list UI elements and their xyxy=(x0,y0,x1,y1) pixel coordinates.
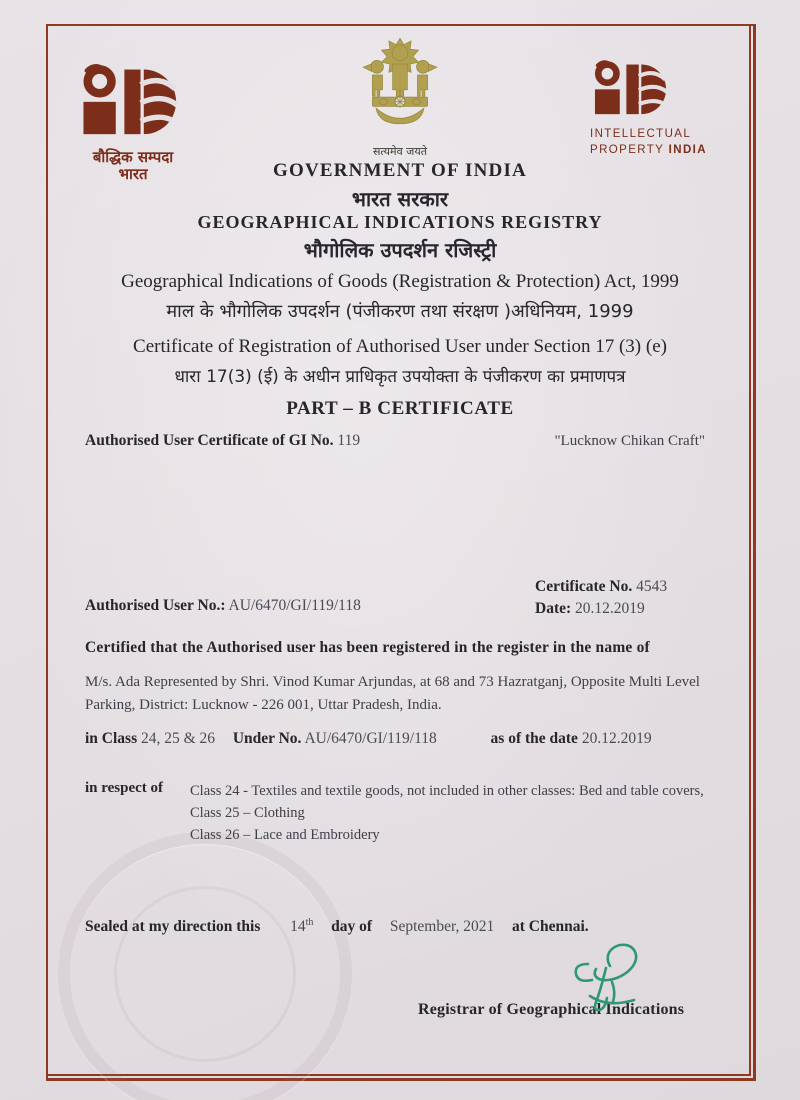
ip-india-caption-en-line2: PROPERTY INDIA xyxy=(590,143,707,156)
day-of-label: day of xyxy=(331,918,373,936)
date-label: Date: xyxy=(535,600,572,618)
registrar-title: Registrar of Geographical Indications xyxy=(418,1001,685,1018)
title-gi-registry: GEOGRAPHICAL INDICATIONS REGISTRY xyxy=(197,212,603,232)
class-numbers: 24, 25 & 26 xyxy=(141,730,216,747)
gi-number-label: Authorised User Certificate of GI No. xyxy=(85,432,334,449)
class-description-item: Class 26 – Lace and Embroidery xyxy=(190,826,380,843)
ip-india-caption-en-line1: INTELLECTUAL xyxy=(590,128,692,140)
national-emblem xyxy=(350,36,450,159)
in-class-label: in Class xyxy=(85,730,138,747)
certificate-number-block xyxy=(535,576,667,621)
under-no-label: Under No. xyxy=(232,730,302,747)
part-b-certificate-title: PART – B CERTIFICATE xyxy=(286,398,514,419)
class-registration-line xyxy=(85,730,652,748)
certificate-number-line xyxy=(535,576,667,598)
ip-india-caption-india: INDIA xyxy=(668,143,707,156)
authorised-user-number-line xyxy=(85,597,361,615)
under-no-value: AU/6470/GI/119/118 xyxy=(304,730,437,747)
ip-india-caption-hindi-line1: बौद्धिक सम्पदा xyxy=(92,148,174,166)
sealed-line xyxy=(85,917,589,936)
in-respect-of-label: in respect of xyxy=(85,780,164,796)
ip-india-logo-icon xyxy=(77,131,189,148)
certificate-number-value: 4543 xyxy=(636,578,668,595)
registrar-signature xyxy=(548,938,668,1033)
sealed-day-ordinal: th xyxy=(305,917,314,928)
sealed-place: at Chennai. xyxy=(512,918,589,936)
date-line xyxy=(535,598,667,620)
ip-india-caption-hindi-line2: भारत xyxy=(118,165,148,184)
certified-statement: Certified that the Authorised user has been registered in the register in the name of xyxy=(85,639,650,656)
act-title-english: Geographical Indications of Goods (Registration & Protection) Act, 1999 xyxy=(121,271,679,292)
ashoka-lion-capital-icon xyxy=(354,125,446,142)
title-government-of-india: GOVERNMENT OF INDIA xyxy=(273,160,527,181)
gi-name: "Lucknow Chikan Craft" xyxy=(554,433,705,449)
authorised-user-number-value: AU/6470/GI/119/118 xyxy=(228,597,361,614)
date-value: 20.12.2019 xyxy=(575,600,645,618)
sealed-label: Sealed at my direction this xyxy=(85,918,261,936)
certificate-number-label: Certificate No. xyxy=(535,578,633,595)
emblem-motto: सत्यमेव जयते xyxy=(372,145,427,158)
authorised-user-number-label: Authorised User No.: xyxy=(85,597,226,614)
class-descriptions-list xyxy=(190,781,710,846)
gi-number-value: 119 xyxy=(337,432,361,449)
ip-india-logo-right xyxy=(590,60,740,158)
class-description-item: Class 25 – Clothing xyxy=(190,804,305,821)
title-government-hindi: भारत सरकार xyxy=(351,187,449,211)
act-title-hindi: माल के भौगोलिक उपदर्शन (पंजीकरण तथा संरक्षण )अधिनियम, 1999 xyxy=(166,301,634,322)
sealed-month-year: September, 2021 xyxy=(389,918,495,936)
registered-name-paragraph: M/s. Ada Represented by Shri. Vinod Kumar Arjundas, at 68 and 73 Hazratganj, Opposite Multi Level Parking, District: Lucknow - 226 001, Uttar Pradesh, India. xyxy=(85,674,700,714)
as-of-date-value: 20.12.2019 xyxy=(581,730,652,747)
ip-india-logo-icon xyxy=(590,109,676,126)
certificate-title-hindi: धारा 17(3) (ई) के अधीन प्राधिकृत उपयोक्ता के पंजीकरण का प्रमाणपत्र xyxy=(174,367,626,387)
as-of-date-label: as of the date xyxy=(490,730,578,747)
sealed-day: 14th xyxy=(290,917,314,936)
embossed-seal xyxy=(58,832,352,1100)
title-gi-registry-hindi: भौगोलिक उपदर्शन रजिस्ट्री xyxy=(303,238,497,262)
embossed-seal-inner-ring xyxy=(114,886,296,1062)
class-description-item: Class 24 - Textiles and textile goods, not included in other classes: Bed and table covers, xyxy=(190,783,704,799)
certificate-title-english: Certificate of Registration of Authorised User under Section 17 (3) (e) xyxy=(133,336,667,357)
